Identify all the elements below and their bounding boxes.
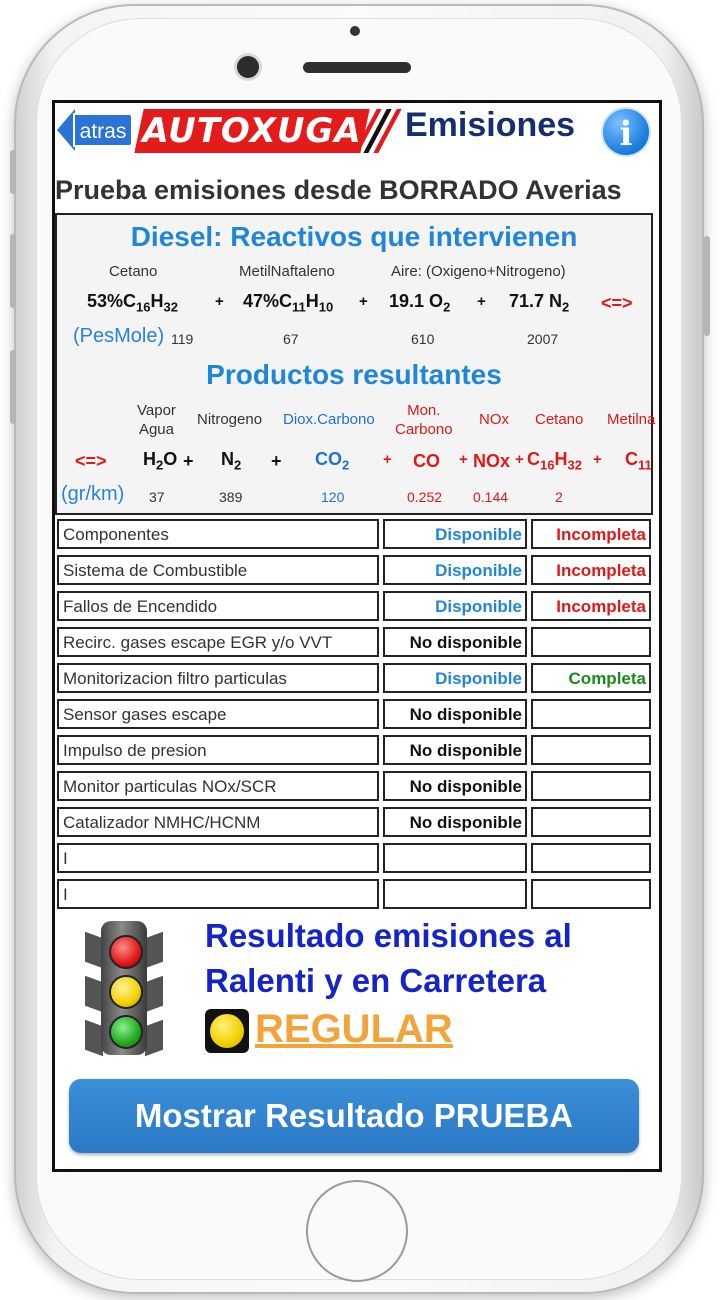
page-title: Emisiones bbox=[405, 106, 576, 144]
show-result-button[interactable]: Mostrar Resultado PRUEBA bbox=[69, 1079, 639, 1153]
side-button bbox=[10, 150, 16, 194]
app-screen bbox=[52, 100, 662, 1172]
plus-sign: + bbox=[215, 293, 224, 310]
plus-sign: + bbox=[359, 293, 368, 310]
reactant-value: 2007 bbox=[527, 331, 559, 347]
readiness-cell bbox=[531, 699, 651, 729]
formula-oxygen: 19.1 $O_2$ bbox=[389, 291, 451, 315]
back-label: atras bbox=[73, 113, 133, 147]
equilibrium-arrow: <=> bbox=[601, 293, 633, 313]
formula-nitrogen: 71.7 $N_2$ bbox=[509, 291, 570, 315]
test-subtitle: Prueba emisiones desde BORRADO Averias bbox=[55, 175, 622, 205]
readiness-cell: Incompleta bbox=[531, 591, 651, 621]
plus-sign: + bbox=[271, 451, 282, 471]
result-line: Resultado emisiones al bbox=[205, 917, 572, 954]
availability-cell: Disponible bbox=[383, 663, 527, 693]
product-value: 2 bbox=[555, 489, 563, 505]
availability-cell bbox=[383, 843, 527, 873]
earpiece-speaker bbox=[303, 62, 411, 73]
plus-sign: + bbox=[459, 451, 468, 468]
product-label: Metilna bbox=[607, 411, 656, 428]
formula-co2: $CO_2$ bbox=[315, 449, 350, 473]
yellow-light-icon bbox=[205, 1009, 249, 1053]
monitor-name-cell: Monitor particulas NOx/SCR bbox=[57, 771, 379, 801]
product-value: 0.144 bbox=[473, 489, 509, 505]
availability-cell: Disponible bbox=[383, 519, 527, 549]
reactant-label: Cetano bbox=[109, 263, 158, 280]
front-camera bbox=[237, 56, 259, 78]
product-value: 120 bbox=[321, 489, 345, 505]
reactant-value: 610 bbox=[411, 331, 435, 347]
readiness-cell: Incompleta bbox=[531, 555, 651, 585]
availability-cell: No disponible bbox=[383, 807, 527, 837]
reactant-value: 119 bbox=[171, 331, 194, 347]
formula-cetano: $53\%C_{16}H_{32}$ bbox=[87, 291, 178, 315]
home-button[interactable] bbox=[306, 1180, 408, 1282]
info-icon[interactable]: i bbox=[601, 107, 651, 157]
app-header bbox=[55, 103, 659, 163]
availability-cell: No disponible bbox=[383, 627, 527, 657]
reactants-title: Diesel: Reactivos que intervienen bbox=[130, 221, 578, 252]
product-label: NOx bbox=[479, 411, 509, 428]
result-line: Ralenti y en Carretera bbox=[205, 962, 547, 999]
availability-cell: Disponible bbox=[383, 555, 527, 585]
readiness-cell bbox=[531, 735, 651, 765]
product-label: Vapor Agua bbox=[137, 402, 176, 438]
brand-logo: AUTOXUGA bbox=[134, 109, 369, 153]
monitor-name-cell: Impulso de presion bbox=[57, 735, 379, 765]
formula-nox: NOx bbox=[473, 451, 511, 471]
reactant-value: 67 bbox=[283, 331, 299, 347]
monitor-name-cell: Sistema de Combustible bbox=[57, 555, 379, 585]
readiness-cell bbox=[531, 771, 651, 801]
reactant-label: Aire: (Oxigeno+Nitrogeno) bbox=[391, 263, 566, 280]
monitor-name-cell: Monitorizacion filtro particulas bbox=[57, 663, 379, 693]
monitor-name-cell: Sensor gases escape bbox=[57, 699, 379, 729]
monitor-name-cell: I bbox=[57, 879, 379, 909]
products-units: (gr/km) bbox=[61, 483, 125, 505]
result-heading bbox=[205, 913, 572, 1003]
availability-cell: No disponible bbox=[383, 699, 527, 729]
plus-sign: + bbox=[383, 451, 392, 468]
product-label: Cetano bbox=[535, 411, 584, 428]
monitor-name-cell: Componentes bbox=[57, 519, 379, 549]
product-label: Nitrogeno bbox=[197, 411, 263, 428]
monitor-name-cell: I bbox=[57, 843, 379, 873]
readiness-cell bbox=[531, 807, 651, 837]
plus-sign: + bbox=[515, 451, 524, 468]
readiness-cell bbox=[531, 843, 651, 873]
monitor-name-cell: Recirc. gases escape EGR y/o VVT bbox=[57, 627, 379, 657]
formula-metil-product: $C_{11}$ bbox=[625, 449, 652, 473]
monitor-name-cell: Catalizador NMHC/HCNM bbox=[57, 807, 379, 837]
side-button bbox=[10, 350, 16, 424]
plus-sign: + bbox=[183, 451, 194, 471]
product-value: 0.252 bbox=[407, 489, 443, 505]
back-button[interactable] bbox=[57, 109, 133, 151]
formula-metilnaftaleno: $47\%C_{11}H_{10}$ bbox=[243, 291, 334, 315]
availability-cell bbox=[383, 879, 527, 909]
readiness-cell bbox=[531, 627, 651, 657]
readiness-cell: Incompleta bbox=[531, 519, 651, 549]
formula-n2-product: $N_2$ bbox=[221, 449, 242, 473]
reactant-label: MetilNaftaleno bbox=[239, 263, 335, 280]
monitor-name-cell: Fallos de Encendido bbox=[57, 591, 379, 621]
formula-cetano-product: $C_{16}H_{32}$ bbox=[527, 449, 582, 473]
logo-stripes bbox=[359, 109, 399, 153]
product-label: Diox.Carbono bbox=[283, 411, 375, 428]
side-button bbox=[10, 234, 16, 308]
proximity-sensor bbox=[350, 26, 360, 36]
availability-cell: No disponible bbox=[383, 735, 527, 765]
products-title: Productos resultantes bbox=[206, 359, 502, 390]
product-label: Mon. Carbono bbox=[395, 402, 453, 438]
traffic-light-icon bbox=[81, 915, 167, 1057]
readiness-cell: Completa bbox=[531, 663, 651, 693]
reactants-units: (PesMole) bbox=[73, 325, 165, 347]
availability-cell: No disponible bbox=[383, 771, 527, 801]
plus-sign: + bbox=[477, 293, 486, 310]
availability-cell: Disponible bbox=[383, 591, 527, 621]
side-button bbox=[704, 236, 710, 336]
equilibrium-arrow: <=> bbox=[75, 451, 107, 471]
readiness-cell bbox=[531, 879, 651, 909]
rating-text[interactable]: REGULAR bbox=[255, 1007, 453, 1051]
product-value: 37 bbox=[149, 489, 165, 505]
product-value: 389 bbox=[219, 489, 243, 505]
formula-water: $H_2O$ bbox=[143, 449, 178, 473]
plus-sign: + bbox=[593, 451, 602, 468]
formula-co: CO bbox=[413, 451, 440, 471]
reaction-panel bbox=[55, 213, 656, 515]
